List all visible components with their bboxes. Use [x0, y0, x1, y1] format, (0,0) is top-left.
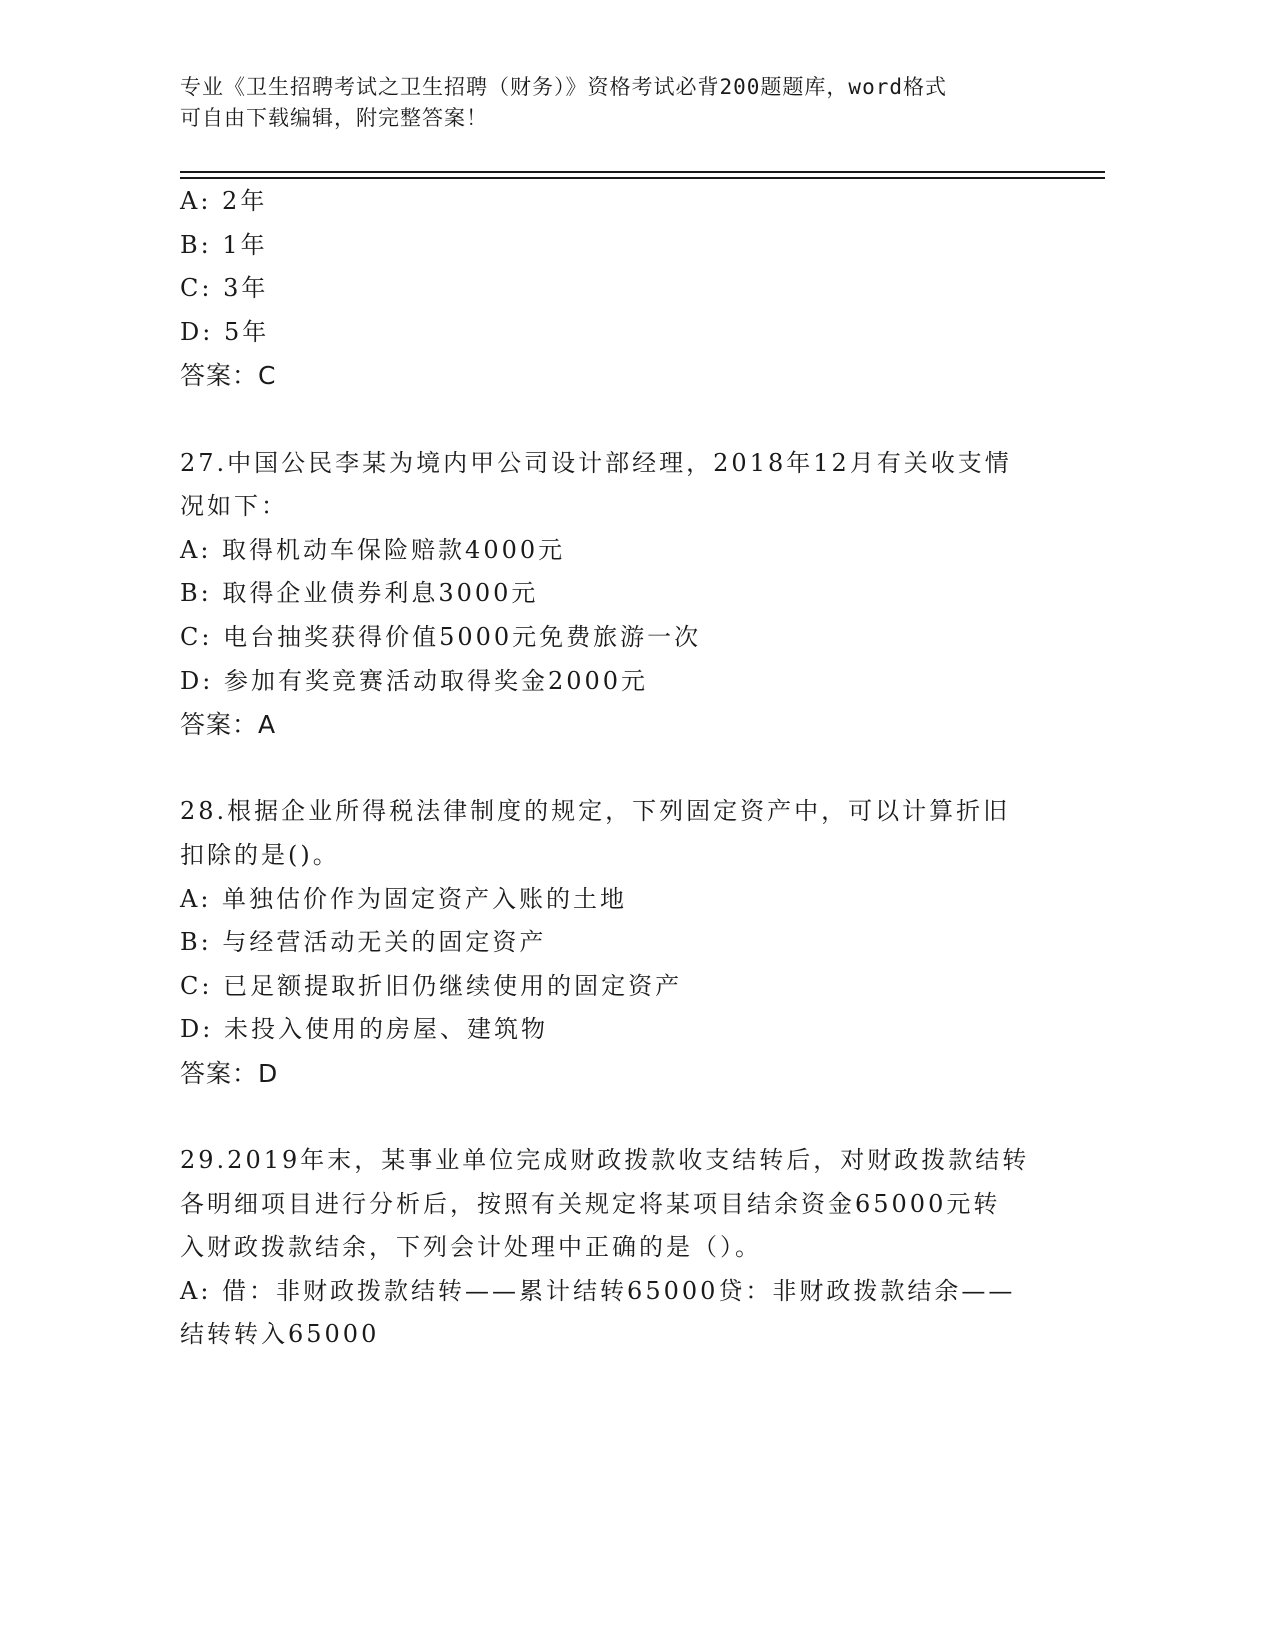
- question-29-block: [180, 1139, 1080, 1357]
- header-line-1: 专业《卫生招聘考试之卫生招聘（财务）》资格考试必背200题题库，word格式: [180, 75, 947, 99]
- spacer: [180, 1095, 1080, 1139]
- option-a: A: 取得机动车保险赔款4000元: [180, 535, 566, 564]
- option-d: D: 未投入使用的房屋、建筑物: [180, 1015, 548, 1044]
- option-a: A: 借：非财政拨款结转——累计结转65000贷：非财政拨款结余——: [180, 1276, 1016, 1305]
- question-text-line: 各明细项目进行分析后，按照有关规定将某项目结余资金65000元转: [180, 1189, 1001, 1218]
- answer-line: 答案：C: [180, 361, 277, 391]
- question-text-line: 扣除的是()。: [180, 840, 340, 869]
- question-28-block: [180, 790, 1080, 1095]
- answer-line: 答案：D: [180, 1058, 279, 1088]
- option-a: A: 2年: [180, 187, 268, 215]
- option-d: D: 参加有奖竞赛活动取得奖金2000元: [180, 666, 649, 695]
- option-c: C: 已足额提取折旧仍继续使用的固定资产: [180, 971, 683, 1000]
- option-d: D: 5年: [180, 317, 270, 346]
- spacer: [180, 398, 1080, 442]
- spacer: [180, 747, 1080, 791]
- option-b: B: 1年: [180, 230, 268, 259]
- question-text-line: 入财政拨款结余，下列会计处理中正确的是（）。: [180, 1233, 762, 1262]
- option-b: B: 取得企业债券利息3000元: [180, 579, 539, 608]
- option-a: A: 单独估价作为固定资产入账的土地: [180, 884, 628, 913]
- header-line-2: 可自由下载编辑，附完整答案！: [180, 106, 488, 130]
- document-header: [180, 72, 1060, 134]
- question-text-line: 29.2019年末，某事业单位完成财政拨款收支结转后，对财政拨款结转: [180, 1146, 1030, 1175]
- option-c: C: 电台抽奖获得价值5000元免费旅游一次: [180, 622, 702, 651]
- question-text-line: 27.中国公民李某为境内甲公司设计部经理，2018年12月有关收支情: [180, 448, 1012, 477]
- option-c: C: 3年: [180, 274, 269, 303]
- option-a-continued: 结转转入65000: [180, 1320, 380, 1349]
- answer-line: 答案：A: [180, 710, 277, 740]
- header-divider-top: [180, 171, 1105, 173]
- header-divider-bottom: [180, 177, 1105, 179]
- question-text-line: 况如下：: [180, 492, 288, 521]
- question-26-block: [180, 180, 1080, 398]
- question-body: [180, 180, 1080, 1357]
- question-27-block: [180, 442, 1080, 747]
- option-b: B: 与经营活动无关的固定资产: [180, 928, 547, 957]
- question-text-line: 28.根据企业所得税法律制度的规定，下列固定资产中，可以计算折旧: [180, 797, 1011, 826]
